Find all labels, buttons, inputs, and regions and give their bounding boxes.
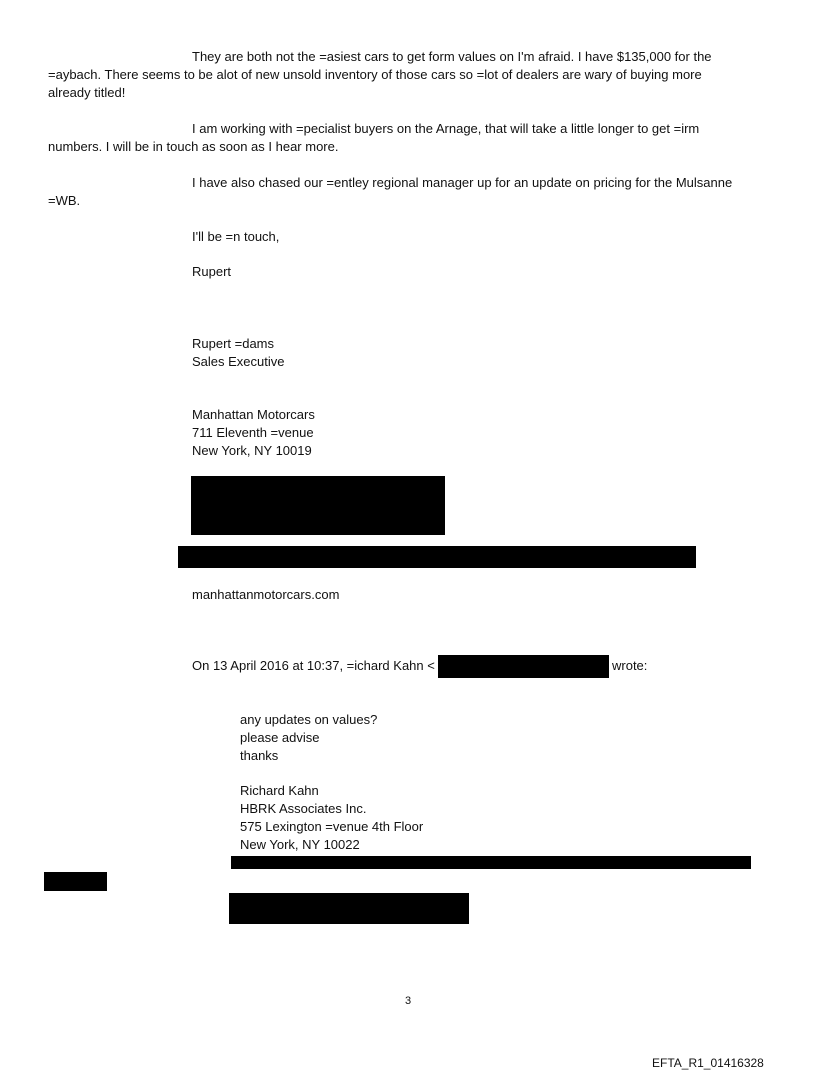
quoted-signature-address-1: 575 Lexington =venue 4th Floor (240, 819, 424, 834)
signature-website: manhattanmotorcars.com (192, 587, 340, 602)
redaction-block (178, 546, 696, 568)
email-paragraph-3-line-2: =WB. (48, 193, 81, 208)
email-paragraph-1-line-1: They are both not the =asiest cars to get form values on I'm afraid. I have $135,000 for the (192, 49, 712, 64)
email-paragraph-3-line-1: I have also chased our =entley regional manager up for an update on pricing for the Mulsanne (192, 175, 733, 190)
email-signoff-name: Rupert (192, 264, 232, 279)
redaction-block (44, 872, 107, 891)
quoted-signature-address-2: New York, NY 10022 (240, 837, 360, 852)
signature-title: Sales Executive (192, 354, 285, 369)
quoted-body-line-1: any updates on values? (240, 712, 378, 727)
quoted-body-line-3: thanks (240, 748, 279, 763)
email-closing: I'll be =n touch, (192, 229, 280, 244)
signature-name: Rupert =dams (192, 336, 275, 351)
document-id: EFTA_R1_01416328 (652, 1056, 764, 1070)
page-number: 3 (404, 995, 412, 1007)
quoted-signature-company: HBRK Associates Inc. (240, 801, 367, 816)
quoted-signature-name: Richard Kahn (240, 783, 319, 798)
email-paragraph-1-line-2: =aybach. There seems to be alot of new unsold inventory of those cars so =lot of dealers are wary of buying more (48, 67, 702, 82)
redaction-block (191, 476, 445, 535)
signature-address-line-2: New York, NY 10019 (192, 443, 312, 458)
redaction-block (231, 856, 751, 869)
quoted-header-prefix: On 13 April 2016 at 10:37, =ichard Kahn < (192, 658, 435, 673)
redaction-block (229, 893, 469, 924)
email-paragraph-2-line-1: I am working with =pecialist buyers on the Arnage, that will take a little longer to get =irm (192, 121, 700, 136)
quoted-body-line-2: please advise (240, 730, 320, 745)
signature-company: Manhattan Motorcars (192, 407, 315, 422)
email-paragraph-2-line-2: numbers. I will be in touch as soon as I hear more. (48, 139, 339, 154)
email-paragraph-1-line-3: already titled! (48, 85, 126, 100)
signature-address-line-1: 711 Eleventh =venue (192, 425, 314, 440)
redaction-block (438, 655, 609, 678)
quoted-header-suffix: wrote: (612, 658, 648, 673)
